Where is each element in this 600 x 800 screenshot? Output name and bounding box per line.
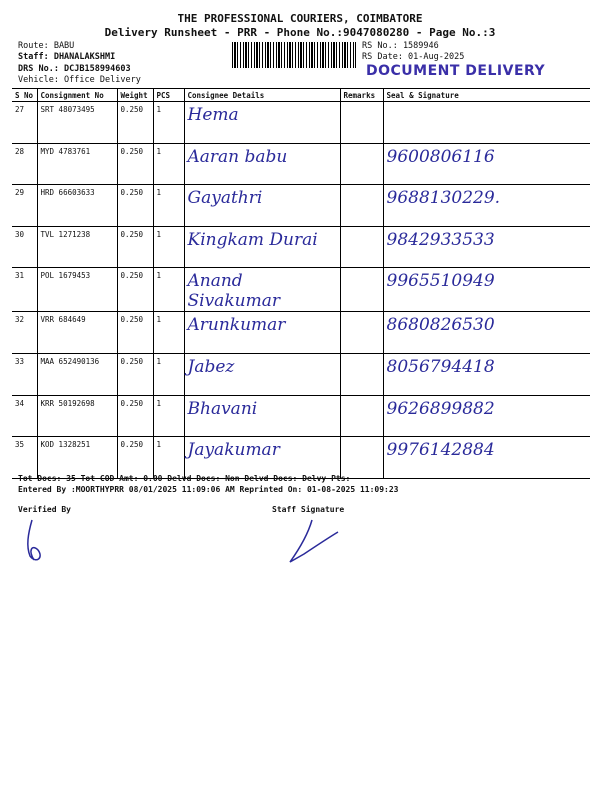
- cell-sno: 32: [12, 312, 37, 354]
- cell-consignment: KOD 1328251: [37, 437, 117, 479]
- cell-signature: [383, 395, 590, 437]
- drs-number: DRS No.: DCJB158994603: [18, 64, 131, 74]
- cell-signature: [383, 185, 590, 227]
- cell-sno: 27: [12, 102, 37, 144]
- document-delivery-stamp: DOCUMENT DELIVERY: [366, 63, 546, 79]
- cell-pcs: 1: [153, 312, 184, 354]
- cell-sno: 35: [12, 437, 37, 479]
- consignee-handwriting: Jabez: [187, 356, 235, 377]
- cell-consignment: HRD 66603633: [37, 185, 117, 227]
- cell-sno: 28: [12, 143, 37, 185]
- table-header-row: [12, 89, 590, 102]
- staff-signature-label: Staff Signature: [272, 505, 345, 514]
- table-row: [12, 437, 590, 479]
- consignee-handwriting: Anand Sivakumar: [187, 271, 280, 312]
- verifier-signature-mark: [18, 516, 58, 566]
- cell-sno: 29: [12, 185, 37, 227]
- cell-consignee: [184, 226, 340, 268]
- cell-weight: 0.250: [117, 143, 153, 185]
- cell-weight: 0.250: [117, 312, 153, 354]
- cell-signature: [383, 143, 590, 185]
- cell-consignment: SRT 48073495: [37, 102, 117, 144]
- cell-pcs: 1: [153, 353, 184, 395]
- barcode-image: [232, 42, 356, 68]
- cell-weight: 0.250: [117, 226, 153, 268]
- consignee-handwriting: Bhavani: [187, 398, 258, 419]
- table-row: [12, 395, 590, 437]
- cell-consignment: MAA 652490136: [37, 353, 117, 395]
- col-header-remarks: Remarks: [340, 89, 383, 102]
- cell-consignment: MYD 4783761: [37, 143, 117, 185]
- cell-remarks: [340, 437, 383, 479]
- runsheet-subtitle: Delivery Runsheet - PRR - Phone No.:9047080280 - Page No.:3: [104, 26, 496, 39]
- cell-consignee: [184, 312, 340, 354]
- cell-pcs: 1: [153, 102, 184, 144]
- consignee-handwriting: Gayathri: [187, 188, 263, 209]
- cell-signature: [383, 226, 590, 268]
- table-row: [12, 226, 590, 268]
- rs-date: RS Date: 01-Aug-2025: [362, 52, 465, 62]
- signature-phone: 8056794418: [386, 356, 495, 377]
- table-row: [12, 143, 590, 185]
- cell-sno: 31: [12, 268, 37, 312]
- rs-number: RS No.: 1589946: [362, 41, 439, 51]
- cell-consignee: [184, 437, 340, 479]
- col-header-consignment: Consignment No: [37, 89, 117, 102]
- staff-label: Staff: DHANALAKSHMI: [18, 52, 116, 62]
- cell-consignment: TVL 1271238: [37, 226, 117, 268]
- cell-weight: 0.250: [117, 185, 153, 227]
- table-row: [12, 185, 590, 227]
- cell-consignment: POL 1679453: [37, 268, 117, 312]
- consignee-handwriting: Hema: [187, 105, 239, 125]
- consignee-handwriting: Aaran babu: [187, 146, 288, 167]
- cell-weight: 0.250: [117, 268, 153, 312]
- cell-remarks: [340, 102, 383, 144]
- cell-remarks: [340, 395, 383, 437]
- signature-phone: 9965510949: [386, 271, 495, 292]
- col-header-signature: Seal & Signature: [383, 89, 590, 102]
- cell-signature: [383, 102, 590, 144]
- cell-sno: 33: [12, 353, 37, 395]
- cell-consignee: [184, 143, 340, 185]
- cell-remarks: [340, 353, 383, 395]
- cell-pcs: 1: [153, 185, 184, 227]
- cell-consignee: [184, 395, 340, 437]
- cell-sno: 30: [12, 226, 37, 268]
- cell-pcs: 1: [153, 143, 184, 185]
- cell-signature: [383, 312, 590, 354]
- col-header-pcs: PCS: [153, 89, 184, 102]
- cell-consignment: VRR 684649: [37, 312, 117, 354]
- cell-pcs: 1: [153, 268, 184, 312]
- consignee-handwriting: Arunkumar: [187, 315, 286, 336]
- cell-pcs: 1: [153, 226, 184, 268]
- cell-consignee: [184, 102, 340, 144]
- cell-sno: 34: [12, 395, 37, 437]
- cell-signature: [383, 353, 590, 395]
- signature-phone: 9976142884: [386, 440, 495, 461]
- signature-phone: 8680826530: [386, 315, 495, 336]
- cell-pcs: 1: [153, 395, 184, 437]
- cell-consignee: [184, 185, 340, 227]
- cell-remarks: [340, 268, 383, 312]
- table-row: [12, 102, 590, 144]
- cell-weight: 0.250: [117, 395, 153, 437]
- cell-remarks: [340, 312, 383, 354]
- cell-weight: 0.250: [117, 102, 153, 144]
- signature-phone: 9688130229.: [386, 188, 501, 209]
- cell-signature: [383, 437, 590, 479]
- vehicle-label: Vehicle: Office Delivery: [18, 75, 141, 85]
- cell-consignment: KRR 50192698: [37, 395, 117, 437]
- cell-weight: 0.250: [117, 437, 153, 479]
- cell-weight: 0.250: [117, 353, 153, 395]
- cell-consignee: [184, 268, 340, 312]
- col-header-consignee: Consignee Details: [184, 89, 340, 102]
- route-label: Route: BABU: [18, 41, 75, 51]
- verified-by-label: Verified By: [18, 505, 71, 514]
- staff-signature-mark: [282, 518, 342, 566]
- totals-line: Tot Docs: 35 Tot COD Amt: 0.00 Delvd Docs: Non Delvd Docs: Delvy Pts:: [18, 474, 351, 483]
- cell-signature: [383, 268, 590, 312]
- signature-phone: 9626899882: [386, 398, 495, 419]
- table-row: [12, 353, 590, 395]
- cell-consignee: [184, 353, 340, 395]
- table-row: [12, 312, 590, 354]
- consignee-handwriting: Kingkam Durai: [187, 229, 318, 250]
- col-header-weight: Weight: [117, 89, 153, 102]
- cell-pcs: 1: [153, 437, 184, 479]
- signature-phone: 9842933533: [386, 229, 495, 250]
- entered-by-line: Entered By :MOORTHYPRR 08/01/2025 11:09:06 AM Reprinted On: 01-08-2025 11:09:23: [18, 485, 399, 494]
- cell-remarks: [340, 185, 383, 227]
- col-header-sno: S No: [12, 89, 37, 102]
- runsheet-table: [12, 88, 590, 479]
- signature-phone: 9600806116: [386, 146, 495, 167]
- cell-remarks: [340, 226, 383, 268]
- consignee-handwriting: Jayakumar: [187, 440, 280, 461]
- cell-remarks: [340, 143, 383, 185]
- page-title: THE PROFESSIONAL COURIERS, COIMBATORE: [177, 12, 423, 25]
- table-row: [12, 268, 590, 312]
